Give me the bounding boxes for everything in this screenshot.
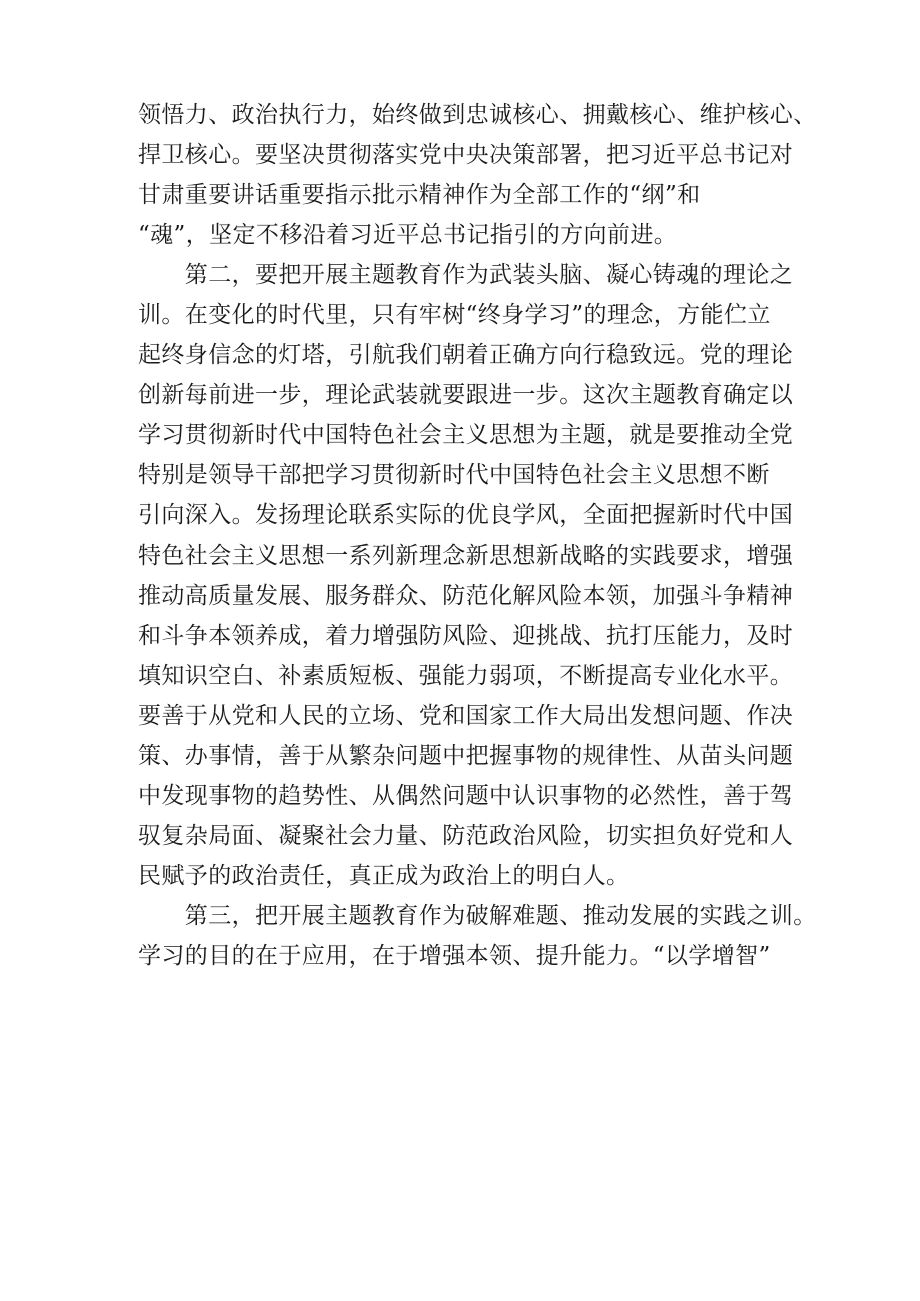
text-line: 和斗争本领养成，着力增强防风险、迎挑战、抗打压能力，及时	[138, 622, 794, 649]
text-line: 策、办事情，善于从繁杂问题中把握事物的规律性、从苗头问题	[138, 742, 794, 769]
text-line: 学习的目的在于应用，在于增强本领、提升能力。“以学增智”	[138, 942, 771, 969]
text-line: 甘肃重要讲话重要指示批示精神作为全部工作的“纲”和	[138, 182, 701, 209]
text-line: 特色社会主义思想一系列新理念新思想新战略的实践要求，增强	[138, 542, 794, 569]
text-line: 领悟力、政治执行力，始终做到忠诚核心、拥戴核心、维护核心、	[138, 102, 817, 128]
text-line: 驭复杂局面、凝聚社会力量、防范政治风险，切实担负好党和人	[138, 822, 794, 849]
body-text	[138, 102, 817, 985]
text-line: 要善于从党和人民的立场、党和国家工作大局出发想问题、作决	[138, 702, 794, 729]
text-line: “魂”，坚定不移沿着习近平总书记指引的方向前进。	[138, 222, 678, 249]
paragraph-start-line: 第三，把开展主题教育作为破解难题、推动发展的实践之训。	[138, 902, 817, 929]
text-line: 中发现事物的趋势性、从偶然问题中认识事物的必然性，善于驾	[138, 782, 794, 809]
text-line: 民赋予的政治责任，真正成为政治上的明白人。	[138, 862, 630, 889]
text-line: 推动高质量发展、服务群众、防范化解风险本领，加强斗争精神	[138, 582, 794, 609]
text-line: 学习贯彻新时代中国特色社会主义思想为主题，就是要推动全党	[138, 422, 794, 449]
text-line: 填知识空白、补素质短板、强能力弱项，不断提高专业化水平。	[138, 662, 794, 689]
text-line: 捍卫核心。要坚决贯彻落实党中央决策部署，把习近平总书记对	[138, 142, 794, 169]
text-line: 创新每前进一步，理论武装就要跟进一步。这次主题教育确定以	[138, 382, 794, 409]
text-line: 起终身信念的灯塔，引航我们朝着正确方向行稳致远。党的理论	[138, 342, 794, 369]
text-line: 特别是领导干部把学习贯彻新时代中国特色社会主义思想不断	[138, 462, 770, 489]
paragraph-start-line: 第二，要把开展主题教育作为武装头脑、凝心铸魂的理论之	[138, 262, 794, 289]
text-line: 训。在变化的时代里，只有牢树“终身学习”的理念，方能伫立	[138, 302, 771, 329]
text-line: 引向深入。发扬理论联系实际的优良学风，全面把握新时代中国	[138, 502, 794, 529]
